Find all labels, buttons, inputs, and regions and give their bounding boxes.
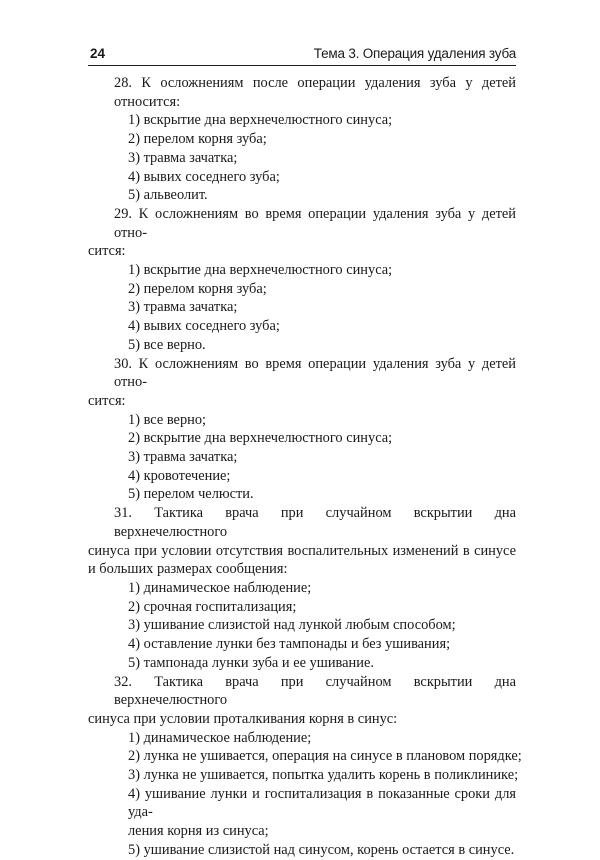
answer-option: 3) травма зачатка; bbox=[128, 449, 238, 466]
question-28 bbox=[114, 74, 516, 205]
answer-option: 5) ушивание слизистой над синусом, корень остается в синусе. bbox=[128, 841, 515, 858]
question-32 bbox=[88, 673, 522, 860]
answer-option: 2) вскрытие дна верхнечелюстного синуса; bbox=[128, 430, 393, 447]
answer-option: 1) вскрытие дна верхнечелюстного синуса; bbox=[128, 262, 393, 279]
question-text: 31. Тактика врача при случайном вскрытии дна верхнечелюстного bbox=[114, 505, 516, 540]
header-rule bbox=[88, 65, 516, 66]
answer-option: 4) оставление лунки без тампонады и без ушивания; bbox=[128, 636, 451, 653]
question-text: 30. К осложнениям во время операции удаления зуба у детей отно- bbox=[114, 355, 516, 391]
answer-options bbox=[114, 579, 516, 673]
answer-option-line: 4) ушивание лунки и госпитализация в показанные сроки для уда- bbox=[128, 785, 516, 821]
answer-options bbox=[114, 729, 522, 860]
question-30 bbox=[88, 355, 516, 505]
answer-options bbox=[114, 411, 516, 505]
page-number: 24 bbox=[90, 46, 106, 61]
question-text: 28. К осложнениям после операции удаления зуба у детей относится: bbox=[114, 75, 516, 110]
answer-option-line-continued: ления корня из синуса; bbox=[128, 823, 269, 840]
question-text-continued: сится: bbox=[88, 392, 126, 409]
question-text-continued: и больших размерах сообщения: bbox=[88, 561, 288, 578]
question-text: 32. Тактика врача при случайном вскрытии дна верхнечелюстного bbox=[114, 673, 516, 709]
answer-option: 4) вывих соседнего зуба; bbox=[128, 168, 280, 185]
answer-option: 2) перелом корня зуба; bbox=[128, 131, 267, 148]
answer-option: 4) кровотечение; bbox=[128, 467, 231, 484]
answer-option: 2) срочная госпитализация; bbox=[128, 598, 297, 615]
answer-option: 2) перелом корня зуба; bbox=[128, 280, 267, 297]
answer-option: 5) перелом челюсти. bbox=[128, 486, 254, 503]
question-text: 29. К осложнениям во время операции удаления зуба у детей отно- bbox=[114, 205, 516, 241]
answer-options bbox=[114, 111, 516, 205]
answer-option: 4) вывих соседнего зуба; bbox=[128, 318, 280, 335]
question-list bbox=[88, 74, 522, 860]
answer-option bbox=[114, 785, 516, 841]
page-header bbox=[88, 44, 516, 64]
answer-option: 2) лунка не ушивается, операция на синусе в плановом порядке; bbox=[128, 748, 522, 765]
question-29 bbox=[88, 205, 516, 355]
question-text-continued: сится: bbox=[88, 243, 126, 260]
question-text-continued: синуса при условии проталкивания корня в синус: bbox=[88, 710, 398, 727]
answer-option: 5) альвеолит. bbox=[128, 187, 208, 204]
answer-option: 1) динамическое наблюдение; bbox=[128, 729, 312, 746]
answer-option: 3) травма зачатка; bbox=[128, 149, 238, 166]
answer-options bbox=[114, 261, 516, 355]
answer-option: 1) динамическое наблюдение; bbox=[128, 579, 312, 596]
answer-option: 5) все верно. bbox=[128, 336, 206, 353]
answer-option: 3) лунка не ушивается, попытка удалить корень в поликлинике; bbox=[128, 767, 519, 784]
answer-option: 5) тампонада лунки зуба и ее ушивание. bbox=[128, 654, 374, 671]
answer-option: 1) вскрытие дна верхнечелюстного синуса; bbox=[128, 112, 393, 129]
question-31 bbox=[88, 504, 516, 672]
answer-option: 3) травма зачатка; bbox=[128, 299, 238, 316]
answer-option: 3) ушивание слизистой над лункой любым способом; bbox=[128, 617, 456, 634]
question-text-continued: синуса при условии отсутствия воспалительных изменений в синусе bbox=[88, 542, 516, 559]
running-title: Тема 3. Операция удаления зуба bbox=[313, 46, 516, 61]
answer-option: 1) все верно; bbox=[128, 411, 207, 428]
